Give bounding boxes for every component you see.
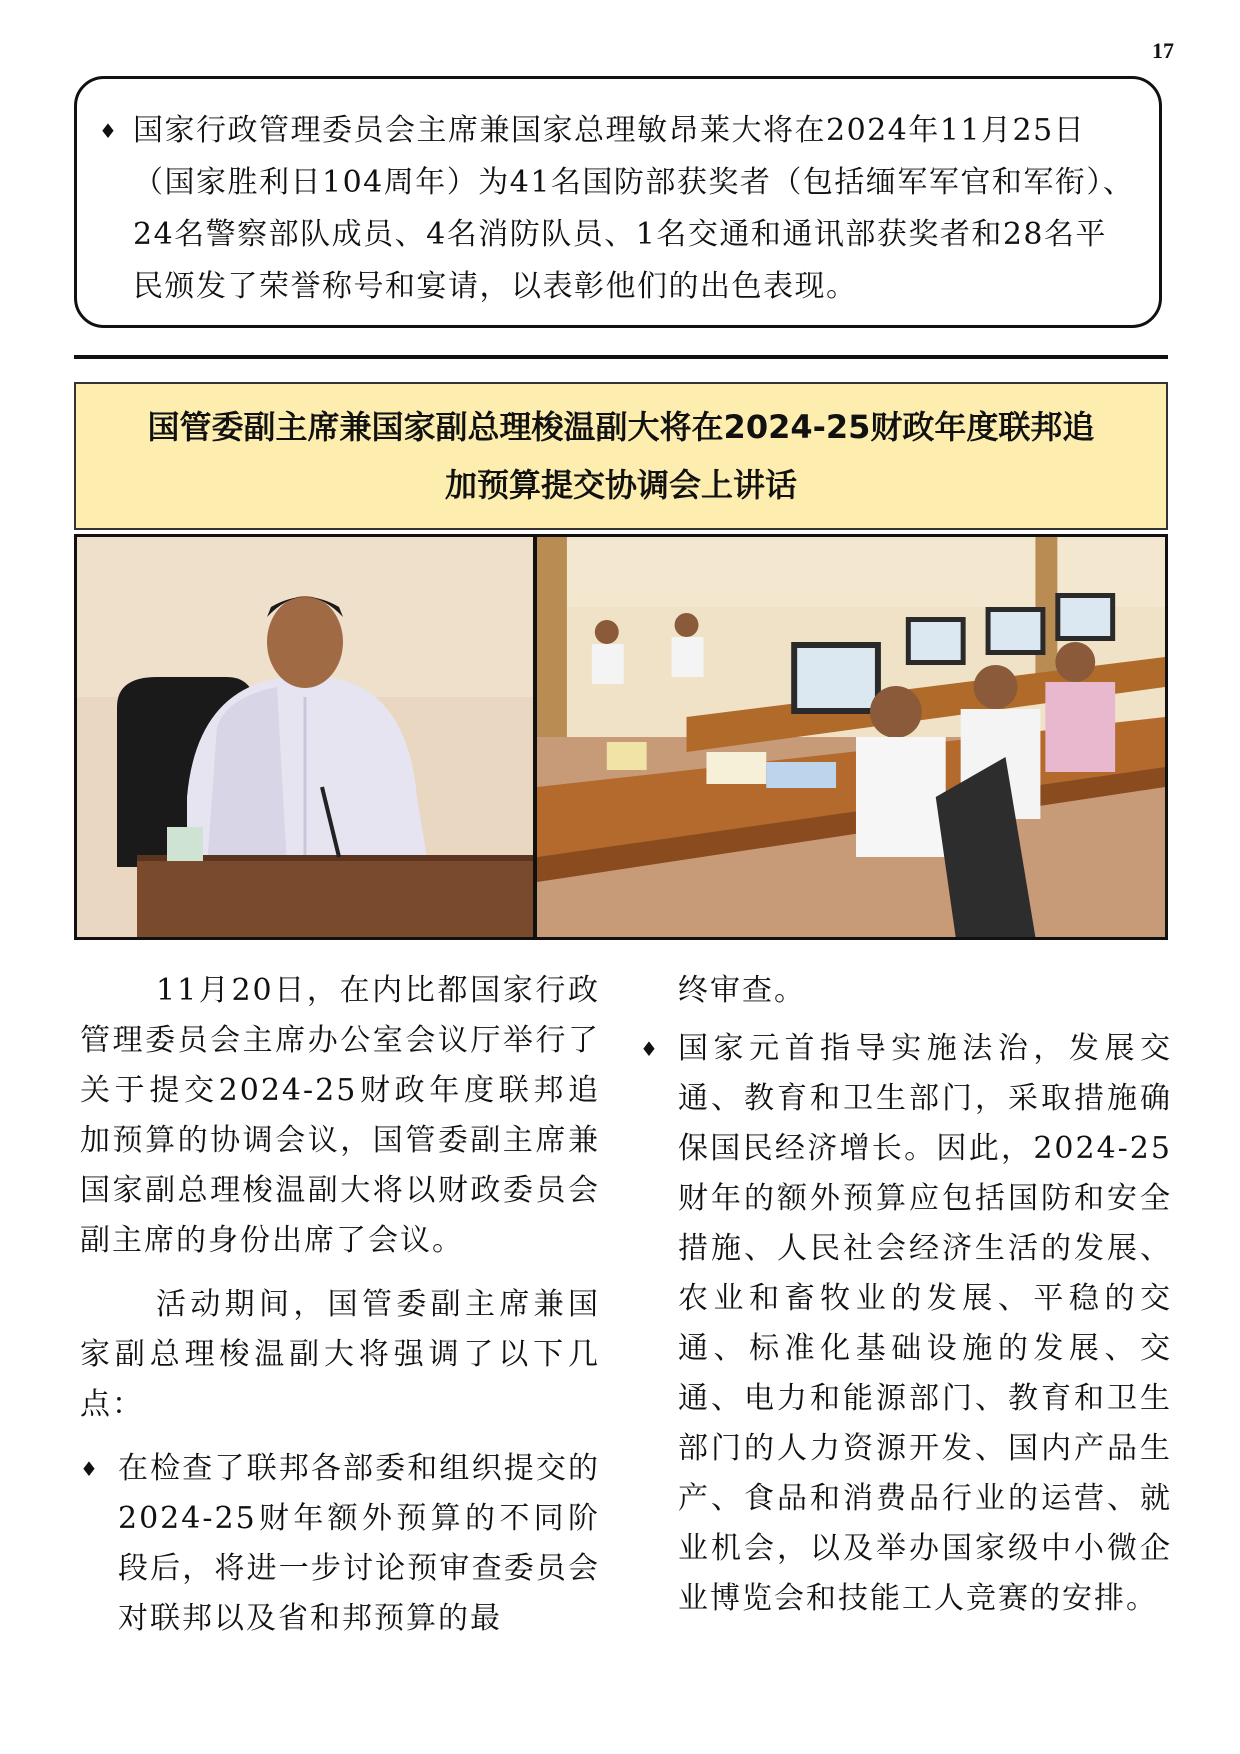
article-bullet-1-continued: 终审查。 bbox=[678, 973, 806, 1008]
article-bullet-1 bbox=[80, 1444, 600, 1644]
article-left-column bbox=[80, 966, 600, 1654]
page-number: 17 bbox=[1152, 38, 1174, 63]
headline bbox=[148, 398, 1095, 514]
article-bullet-1-text: 在检查了联邦各部委和组织提交的2024-25财年额外预算的不同阶段后，将进一步讨论预审查委员会对联邦以及省和邦预算的最 bbox=[118, 1451, 600, 1636]
callout-text: 国家行政管理委员会主席兼国家总理敏昂莱大将在2024年11月25日（国家胜利日104周年）为41名国防部获奖者（包括缅军军官和军衔）、24名警察部队成员、4名消防队员、1名交通和通讯部获奖者和28名平民颁发了荣誉称号和宴请，以表彰他们的出色表现。 bbox=[133, 113, 1135, 304]
section-divider bbox=[74, 355, 1168, 359]
article-bullet-2 bbox=[640, 1024, 1172, 1624]
speaker-photo-illustration bbox=[77, 537, 533, 937]
bullet-diamond-icon: ♦ bbox=[80, 1457, 100, 1481]
bullet-diamond-icon: ♦ bbox=[99, 119, 117, 143]
article-paragraph-2: 活动期间，国管委副主席兼国家副总理梭温副大将强调了以下几点： bbox=[80, 1287, 600, 1422]
meeting-photo-illustration bbox=[537, 537, 1165, 937]
speaker-photo bbox=[77, 537, 533, 937]
headline-box bbox=[74, 382, 1168, 530]
article-paragraph-1: 11月20日，在内比都国家行政管理委员会主席办公室会议厅举行了关于提交2024-25财政年度联邦追加预算的协调会议，国管委副主席兼国家副总理梭温副大将以财政委员会副主席的身份出席了会议。 bbox=[80, 973, 600, 1258]
headline-line-1: 国管委副主席兼国家副总理梭温副大将在2024-25财政年度联邦追 bbox=[147, 408, 1095, 446]
article-bullet-2-text: 国家元首指导实施法治，发展交通、教育和卫生部门，采取措施确保国民经济增长。因此，2024-25财年的额外预算应包括国防和安全措施、人民社会经济生活的发展、农业和畜牧业的发展、平稳的交通、标准化基础设施的发展、交通、电力和能源部门、教育和卫生部门的人力资源开发、国内产品生产、食品和消费品行业的运营、就业机会，以及举办国家级中小微企业博览会和技能工人竞赛的安排。 bbox=[678, 1031, 1172, 1616]
article-right-column bbox=[640, 966, 1172, 1634]
meeting-photo bbox=[537, 537, 1165, 937]
headline-line-2: 加预算提交协调会上讲话 bbox=[444, 466, 797, 504]
callout-box bbox=[74, 76, 1162, 328]
photo-strip bbox=[74, 534, 1168, 940]
bullet-diamond-icon: ♦ bbox=[640, 1037, 660, 1061]
